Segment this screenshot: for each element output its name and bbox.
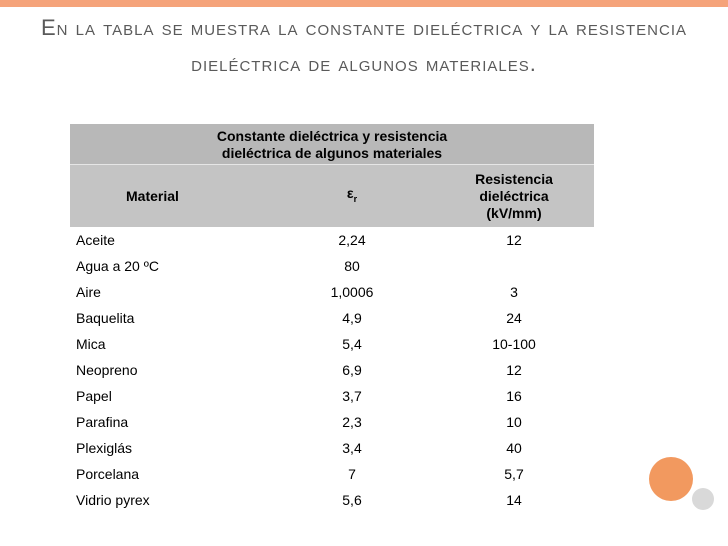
material-cell: Agua a 20 ºC [76,258,159,274]
material-cell: Porcelana [76,466,140,482]
table-body [70,227,594,513]
epsilon-cell: 5,6 [342,492,362,508]
table-row [70,305,594,331]
resistance-cell: 24 [506,310,522,326]
resistance-cell: 12 [506,362,522,378]
epsilon-cell: 7 [348,466,356,482]
table-header-row [70,165,594,228]
epsilon-cell: 2,24 [338,232,366,248]
material-cell: Aceite [76,232,115,248]
material-cell: Plexiglás [76,440,133,456]
slide-title: En la tabla se muestra la constante dieléctrica y la resistencia dieléctrica de algunos materiales. [40,15,688,76]
top-accent-bar [0,0,728,7]
resistance-cell: 12 [506,232,522,248]
epsilon-cell: 1,0006 [330,284,374,300]
table-row [70,357,594,383]
table-row [70,227,594,253]
epsilon-cell: 3,4 [342,440,362,456]
resistance-cell: 16 [506,388,522,404]
resistance-cell [434,253,594,279]
decorative-gray-circle [692,488,714,510]
epsilon-cell: 3,7 [342,388,362,404]
table-row [70,487,594,513]
resistance-cell: 10-100 [492,336,536,352]
material-cell: Aire [76,284,101,300]
material-cell: Neopreno [76,362,138,378]
header-resistance: Resistencia dieléctrica (kV/mm) [434,165,594,228]
material-cell: Parafina [76,414,129,430]
table-caption-row [70,124,594,165]
epsilon-cell: 4,9 [342,310,362,326]
table-row [70,409,594,435]
epsilon-subscript: r [353,193,358,204]
resistance-cell: 10 [506,414,522,430]
decorative-orange-circle [649,457,693,501]
epsilon-symbol: ε [346,184,354,201]
table-caption: Constante dieléctrica y resistencia dieléctrica de algunos materiales [70,124,594,165]
header-epsilon [270,165,434,228]
resistance-cell: 14 [506,492,522,508]
table-row [70,279,594,305]
material-cell: Baquelita [76,310,135,326]
table-row [70,461,594,487]
table-row [70,435,594,461]
resistance-cell: 5,7 [504,466,524,482]
material-cell: Mica [76,336,106,352]
table-row [70,253,594,279]
epsilon-cell: 6,9 [342,362,362,378]
epsilon-cell: 5,4 [342,336,362,352]
material-cell: Vidrio pyrex [76,492,150,508]
resistance-cell: 40 [506,440,522,456]
epsilon-cell: 2,3 [342,414,362,430]
table-row [70,383,594,409]
materials-table [70,124,594,513]
table-row [70,331,594,357]
header-material: Material [70,165,270,228]
material-cell: Papel [76,388,112,404]
materials-table-container [70,124,594,513]
epsilon-cell: 80 [344,258,360,274]
resistance-cell: 3 [510,284,518,300]
